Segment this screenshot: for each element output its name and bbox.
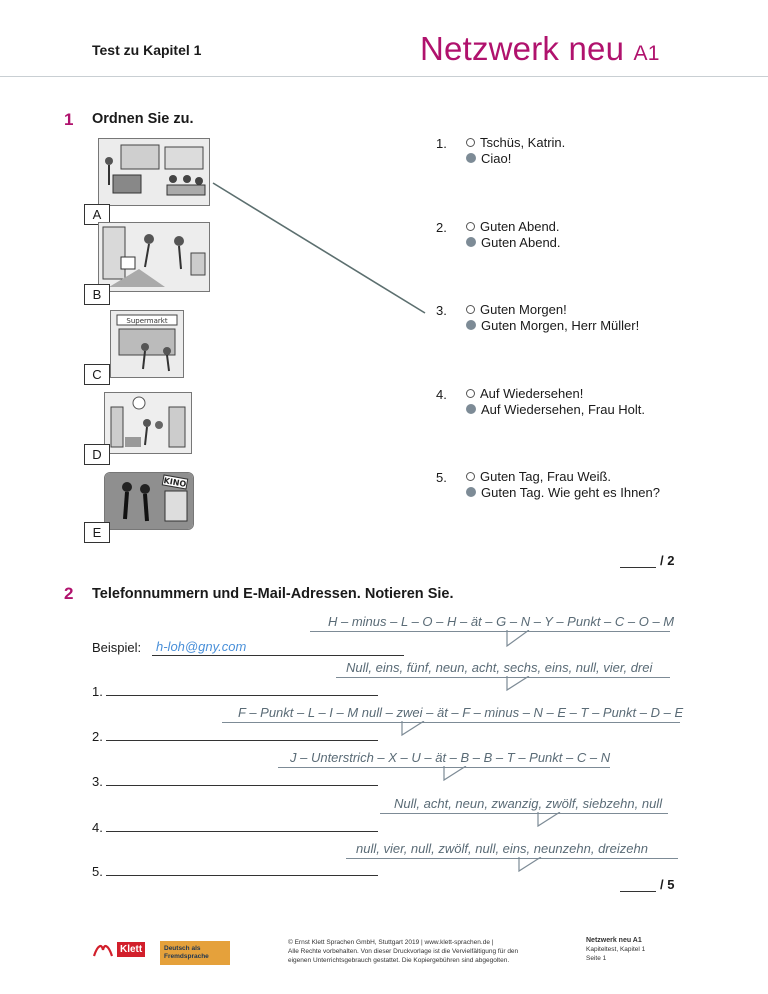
dialogue-number: 3. [436, 303, 447, 318]
picture-label-b: B [84, 284, 110, 305]
page-info [586, 936, 726, 963]
task-number-2: 2 [64, 584, 74, 603]
bubble-line [380, 813, 668, 814]
row-number: 5. [92, 864, 103, 879]
speech-bubble [222, 705, 683, 723]
example-line [152, 655, 404, 656]
dialogue-number: 2. [436, 220, 447, 235]
klett-emblem-icon [92, 940, 114, 958]
picture-label-a: A [84, 204, 110, 225]
klett-logo [92, 940, 145, 958]
test-title: Test zu Kapitel 1 [92, 42, 202, 58]
speaker-b-icon [466, 320, 476, 330]
bubble-tail [398, 721, 428, 741]
page-number: Seite 1 [586, 955, 607, 962]
speech-bubble [380, 796, 668, 814]
picture-label-c: C [84, 364, 110, 385]
speaker-a-icon [466, 472, 475, 481]
copyright-line: eigenen Unterrichtsgebrauch gestattet. Die Kopiergebühren sind abgegolten. [288, 957, 510, 964]
dialogue-line: Guten Tag, Frau Weiß. [480, 468, 612, 484]
bubble-tail [515, 857, 545, 877]
brand-name: Netzwerk neu [420, 30, 625, 67]
bubble-text: Null, acht, neun, zwanzig, zwölf, siebzehn, null [394, 796, 663, 811]
dialogue-number: 1. [436, 136, 447, 151]
speech-bubble [310, 614, 674, 632]
dialogue-line: Tschüs, Katrin. [480, 134, 566, 150]
score-blank[interactable] [620, 555, 656, 568]
copyright-notice [288, 938, 548, 965]
dialogue-number: 5. [436, 470, 447, 485]
speaker-b-icon [466, 153, 476, 163]
bubble-line [310, 631, 670, 632]
bubble-tail [503, 630, 533, 650]
example-label: Beispiel: [92, 640, 142, 655]
dialogue-line: Auf Wiedersehen, Frau Holt. [481, 401, 646, 417]
answer-line-1[interactable] [106, 695, 378, 696]
answer-line-2[interactable] [106, 740, 378, 741]
row-number: 3. [92, 774, 103, 789]
score-task-1 [620, 553, 674, 568]
speaker-a-icon [466, 389, 475, 398]
daf-logo [160, 941, 230, 965]
dialogue-number: 4. [436, 387, 447, 402]
dialogue-line: Guten Abend. [480, 218, 560, 234]
picture-label-d: D [84, 444, 110, 465]
speaker-a-icon [466, 222, 475, 231]
dialogue-item-1 [466, 134, 565, 166]
bubble-text: J – Unterstrich – X – U – ät – B – B – T – Punkt – C – N [290, 750, 611, 765]
klett-wordmark: Klett [117, 942, 145, 957]
test-name: Kapiteltest, Kapitel 1 [586, 946, 646, 953]
dialogue-item-2 [466, 218, 561, 250]
brand-level: A1 [633, 42, 660, 65]
score-max: / 5 [660, 877, 675, 892]
shop-sign-text: Supermarkt [126, 317, 168, 325]
score-task-2 [620, 877, 674, 892]
dialogue-line: Guten Tag. Wie geht es Ihnen? [481, 484, 660, 500]
dialogue-line: Auf Wiedersehen! [480, 385, 584, 401]
score-blank[interactable] [620, 879, 656, 892]
answer-line-3[interactable] [106, 785, 378, 786]
copyright-line: Alle Rechte vorbehalten. Von dieser Druckvorlage ist die Vervielfältigung für den [288, 948, 519, 955]
example-answer: h-loh@gny.com [156, 639, 247, 654]
bubble-text: null, vier, null, zwölf, null, eins, neunzehn, dreizehn [356, 841, 648, 856]
book-title: Netzwerk neu A1 [586, 937, 642, 944]
bubble-text: F – Punkt – L – I – M null – zwei – ät – F – minus – N – E – T – Punkt – D – E [238, 705, 684, 720]
row-number: 4. [92, 820, 103, 835]
speech-bubble [346, 841, 678, 859]
answer-line-4[interactable] [106, 831, 378, 832]
dialogue-line: Ciao! [481, 150, 512, 166]
dialogue-line: Guten Morgen! [480, 301, 567, 317]
score-max: / 2 [660, 553, 675, 568]
speaker-b-icon [466, 487, 476, 497]
bubble-tail [534, 812, 564, 832]
bubble-tail [503, 676, 533, 696]
speaker-a-icon [466, 138, 475, 147]
task-number-1: 1 [64, 110, 74, 129]
daf-line-1: Deutsch als [164, 945, 201, 952]
picture-label-e: E [84, 522, 110, 543]
dialogue-item-3 [466, 301, 639, 333]
bubble-text: H – minus – L – O – H – ät – G – N – Y – Punkt – C – O – M [328, 614, 675, 629]
bubble-line [222, 722, 680, 723]
task-title-2: Telefonnummern und E-Mail-Adressen. Notieren Sie. [92, 586, 454, 602]
bubble-tail [440, 766, 470, 786]
bubble-text: Null, eins, fünf, neun, acht, sechs, eins, null, vier, drei [346, 660, 653, 675]
copyright-line: © Ernst Klett Sprachen GmbH, Stuttgart 2019 | www.klett-sprachen.de | [288, 939, 494, 946]
dialogue-item-4 [466, 385, 645, 417]
row-number: 2. [92, 729, 103, 744]
dialogue-item-5 [466, 468, 660, 500]
row-number: 1. [92, 684, 103, 699]
daf-line-2: Fremdsprache [164, 953, 209, 960]
task-title-1: Ordnen Sie zu. [92, 111, 194, 127]
speaker-b-icon [466, 404, 476, 414]
dialogue-line: Guten Morgen, Herr Müller! [481, 317, 640, 333]
answer-line-5[interactable] [106, 875, 378, 876]
cinema-sign-text: KINO [162, 476, 187, 489]
dialogue-line: Guten Abend. [481, 234, 561, 250]
speaker-b-icon [466, 237, 476, 247]
bubble-line [346, 858, 678, 859]
speaker-a-icon [466, 305, 475, 314]
